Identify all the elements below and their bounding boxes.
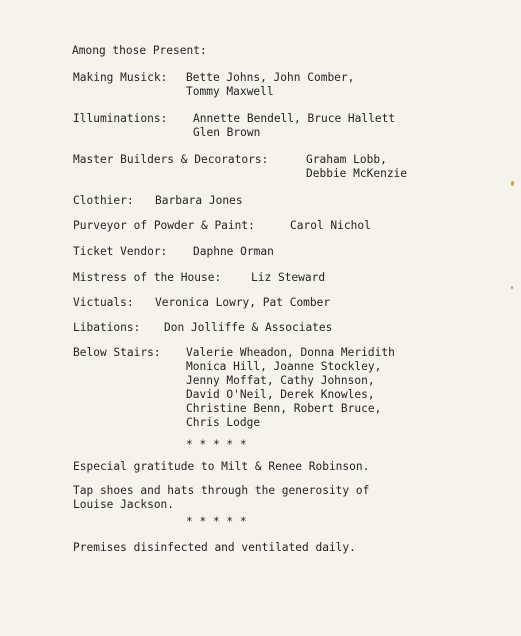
- cast-heading: Among those Present:: [72, 44, 207, 57]
- names-below-stairs-1: Valerie Wheadon, Donna Meridith: [186, 346, 395, 359]
- names-below-stairs-2: Monica Hill, Joanne Stockley,: [186, 360, 382, 373]
- role-victuals: Victuals:: [73, 296, 134, 309]
- role-below-stairs: Below Stairs:: [73, 346, 161, 359]
- names-below-stairs-6: Chris Lodge: [186, 416, 261, 429]
- tap-shoes-note-2: Louise Jackson.: [73, 498, 175, 511]
- names-illuminations-2: Glen Brown: [193, 126, 261, 139]
- names-libations: Don Jolliffe & Associates: [164, 321, 333, 334]
- role-clothier: Clothier:: [73, 194, 134, 207]
- role-master-builders: Master Builders & Decorators:: [73, 153, 269, 166]
- role-powder-paint: Purveyor of Powder & Paint:: [73, 219, 255, 232]
- names-powder-paint: Carol Nichol: [290, 219, 371, 232]
- names-making-musick-2: Tommy Maxwell: [186, 85, 274, 98]
- role-mistress-of-house: Mistress of the House:: [73, 271, 222, 284]
- names-ticket-vendor: Daphne Orman: [193, 245, 274, 258]
- names-illuminations-1: Annette Bendell, Bruce Hallett: [193, 112, 396, 125]
- names-master-builders-2: Debbie McKenzie: [306, 167, 408, 180]
- paper-speck: [511, 181, 514, 186]
- role-libations: Libations:: [73, 321, 141, 334]
- role-illuminations: Illuminations:: [73, 112, 168, 125]
- names-victuals: Veronica Lowry, Pat Comber: [155, 296, 331, 309]
- names-master-builders-1: Graham Lobb,: [306, 153, 387, 166]
- names-below-stairs-5: Christine Benn, Robert Bruce,: [186, 402, 382, 415]
- paper-speck: [511, 286, 513, 289]
- role-ticket-vendor: Ticket Vendor:: [73, 245, 168, 258]
- names-clothier: Barbara Jones: [155, 194, 243, 207]
- names-making-musick-1: Bette Johns, John Comber,: [186, 71, 355, 84]
- tap-shoes-note-1: Tap shoes and hats through the generosity of: [73, 484, 370, 497]
- separator-1: * * * * *: [186, 438, 247, 451]
- role-making-musick: Making Musick:: [73, 71, 168, 84]
- premises-note: Premises disinfected and ventilated daily.: [73, 541, 356, 554]
- names-mistress-of-house: Liz Steward: [251, 271, 326, 284]
- separator-2: * * * * *: [186, 515, 247, 528]
- names-below-stairs-3: Jenny Moffat, Cathy Johnson,: [186, 374, 375, 387]
- names-below-stairs-4: David O'Neil, Derek Knowles,: [186, 388, 375, 401]
- gratitude-note: Especial gratitude to Milt & Renee Robinson.: [73, 460, 370, 473]
